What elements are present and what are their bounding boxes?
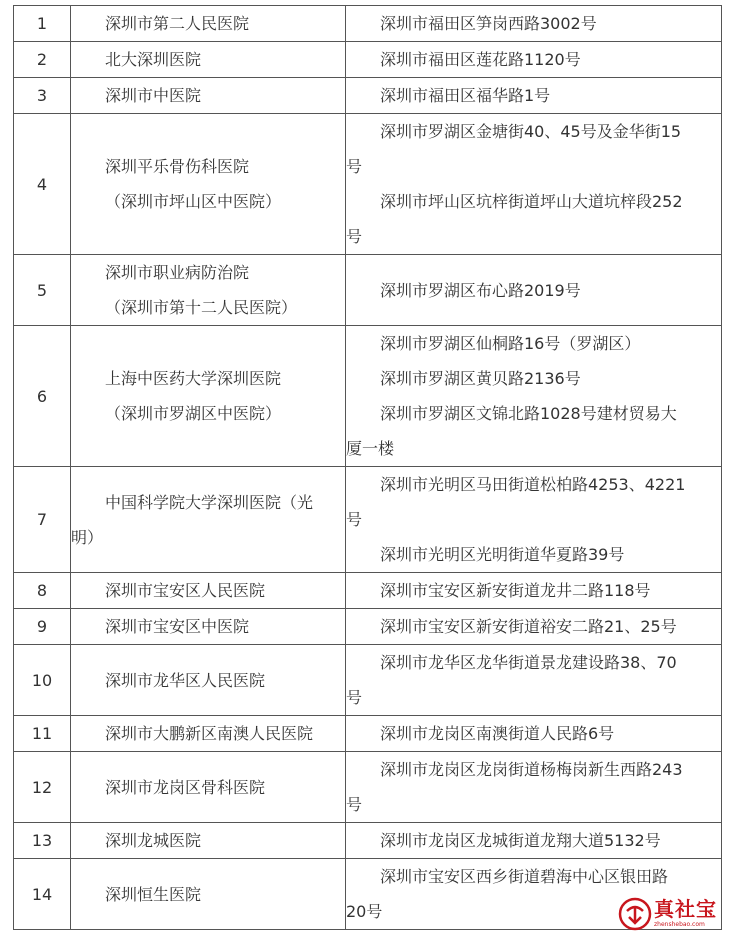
watermark-brand: 真社宝 [654,897,717,921]
hospital-address-cell [346,6,722,42]
table-row [14,716,722,752]
hospital-name-cell [71,467,346,573]
hospital-name: 深圳市宝安区人民医院 [105,581,266,600]
watermark [618,895,724,935]
hospital-name-cell [71,114,346,255]
table-row [14,645,722,716]
hospital-address: 深圳市罗湖区仙桐路16号（罗湖区） [380,334,641,353]
row-number: 12 [14,752,71,823]
row-number: 4 [14,114,71,255]
hospital-address-cell [346,114,722,255]
hospital-name-cell [71,6,346,42]
hospital-name-cell [71,716,346,752]
hospital-address-cell [346,645,722,716]
table-row [14,114,722,255]
hospital-address: 深圳市龙岗区龙城街道龙翔大道5132号 [380,831,661,850]
hospital-name: 北大深圳医院 [105,50,202,69]
hospital-address: 号 [346,510,363,529]
table-row [14,573,722,609]
hospital-name-cell [71,609,346,645]
hospital-address: 深圳市福田区莲花路1120号 [380,50,581,69]
hospital-name: 深圳市龙华区人民医院 [105,670,266,690]
hospital-address: 深圳市罗湖区黄贝路2136号 [380,369,581,388]
hospital-address: 号 [346,227,363,246]
row-number: 7 [14,467,71,573]
hospital-name: 深圳龙城医院 [105,831,202,850]
hospital-address: 深圳市坪山区坑梓街道坪山大道坑梓段252 [380,192,683,211]
hospital-address: 深圳市宝安区新安街道龙井二路118号 [380,581,651,600]
row-number: 2 [14,42,71,78]
hospital-name-cell [71,42,346,78]
table-row [14,255,722,326]
hospital-address: 深圳市福田区笋岗西路3002号 [380,14,597,33]
hospital-name: （深圳市第十二人民医院） [105,298,298,317]
hospital-address: 号 [346,157,363,176]
hospital-address: 20号 [346,902,383,921]
hospital-name-cell [71,752,346,823]
row-number: 11 [14,716,71,752]
table-row [14,326,722,467]
hospital-name-cell [71,859,346,930]
row-number: 3 [14,78,71,114]
hospital-address-cell [346,467,722,573]
row-number: 13 [14,823,71,859]
hospital-name-cell [71,78,346,114]
table-row [14,859,722,930]
hospital-name-cell [71,255,346,326]
hospital-address-cell [346,573,722,609]
hospital-address: 深圳市罗湖区金塘街40、45号及金华街15 [380,122,682,141]
hospital-address-cell [346,823,722,859]
hospital-address: 厦一楼 [346,439,395,458]
row-number: 5 [14,255,71,326]
hospital-name: 上海中医药大学深圳医院 [105,369,282,388]
table-row [14,78,722,114]
row-number: 9 [14,609,71,645]
hospital-table-body [14,6,722,930]
hospital-address-cell [346,42,722,78]
hospital-name-cell [71,645,346,716]
row-number: 1 [14,6,71,42]
row-number: 14 [14,859,71,930]
hospital-name: 深圳市龙岗区骨科医院 [105,777,266,797]
hospital-address: 深圳市光明区光明街道华夏路39号 [380,545,625,564]
hospital-name: 深圳恒生医院 [105,884,202,904]
table-row [14,752,722,823]
hospital-address-cell [346,78,722,114]
row-number: 8 [14,573,71,609]
hospital-address-cell [346,255,722,326]
hospital-name: （深圳市罗湖区中医院） [105,404,282,423]
hospital-address: 深圳市宝安区西乡街道碧海中心区银田路 [380,867,669,886]
hospital-address: 深圳市龙岗区龙岗街道杨梅岗新生西路243 [380,760,683,779]
table-row [14,6,722,42]
hospital-address: 深圳市宝安区新安街道裕安二路21、25号 [380,617,677,636]
watermark-site: zhenshebao.com [654,921,705,928]
hospital-name: 深圳市大鹏新区南澳人民医院 [105,724,314,743]
hospital-address: 深圳市福田区福华路1号 [380,86,551,105]
hospital-name: 深圳市中医院 [105,86,202,105]
hospital-address: 深圳市光明区马田街道松柏路4253、4221 [380,475,686,494]
hospital-name: 深圳市宝安区中医院 [105,617,250,636]
hospital-name-cell [71,573,346,609]
table-row [14,42,722,78]
hospital-name: （深圳市坪山区中医院） [105,192,282,211]
hospital-address: 深圳市龙岗区南澳街道人民路6号 [380,724,615,743]
hospital-address-cell [346,609,722,645]
row-number: 6 [14,326,71,467]
hospital-address: 深圳市罗湖区布心路2019号 [380,280,581,300]
hospital-address: 深圳市龙华区龙华街道景龙建设路38、70 [380,653,677,672]
hospital-name: 深圳市职业病防治院 [105,263,250,282]
table-row [14,823,722,859]
table-row [14,467,722,573]
hospital-address-cell [346,752,722,823]
hospital-name-cell [71,823,346,859]
hospital-name-cell [71,326,346,467]
hospital-name: 深圳市第二人民医院 [105,14,250,33]
hospital-address: 号 [346,688,363,707]
zhenshebao-logo-icon [618,897,652,931]
hospital-table [13,5,722,930]
hospital-address: 深圳市罗湖区文锦北路1028号建材贸易大 [380,404,677,423]
hospital-address-cell [346,326,722,467]
hospital-name: 深圳平乐骨伤科医院 [105,157,250,176]
hospital-address: 号 [346,795,363,814]
hospital-address-cell [346,716,722,752]
hospital-name: 明） [71,527,104,547]
hospital-name: 中国科学院大学深圳医院（光 [105,492,314,512]
table-row [14,609,722,645]
row-number: 10 [14,645,71,716]
